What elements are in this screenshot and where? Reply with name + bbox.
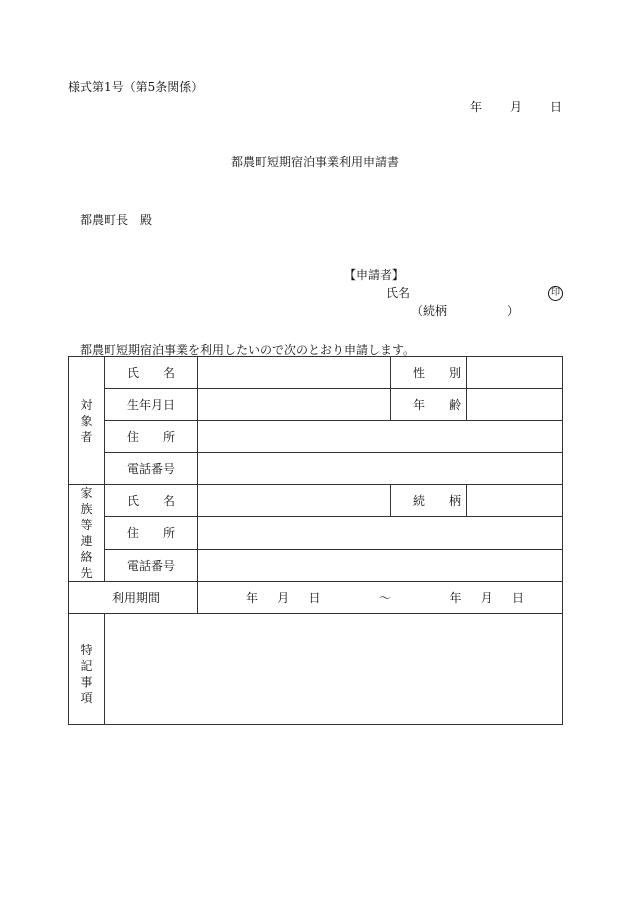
subject-birthdate-label: 生年月日 [105, 389, 198, 421]
subject-gender-label: 性 別 [391, 357, 467, 389]
intro-text: 都農町短期宿泊事業を利用したいので次のとおり申請します。 [80, 343, 416, 357]
subject-name-label: 氏 名 [105, 357, 198, 389]
application-table [68, 356, 563, 725]
period-year-end: 年 [449, 591, 462, 605]
family-address-field[interactable] [198, 517, 563, 549]
subject-birthdate-field[interactable] [198, 389, 391, 421]
family-relation-field[interactable] [467, 485, 563, 517]
table-row [69, 453, 563, 485]
table-row [69, 614, 563, 725]
document-title: 都農町短期宿泊事業利用申請書 [230, 155, 399, 169]
applicant-relation-close: ） [507, 304, 520, 318]
subject-group-label: 対 象 者 [69, 357, 105, 485]
period-day-start: 日 [308, 591, 321, 605]
table-row [69, 389, 563, 421]
period-month-start: 月 [277, 591, 290, 605]
table-row [69, 549, 563, 581]
form-number: 様式第1号（第5条関係） [68, 80, 204, 94]
table-row [69, 517, 563, 549]
notes-field[interactable] [105, 614, 563, 725]
applicant-heading: 【申請者】 [344, 268, 405, 282]
family-address-label: 住 所 [105, 517, 198, 549]
period-year-start: 年 [246, 591, 259, 605]
family-group-label: 家 族 等 連 絡 先 [69, 485, 105, 582]
table-row [69, 357, 563, 389]
notes-group-label: 特 記 事 項 [69, 614, 105, 725]
subject-address-field[interactable] [198, 421, 563, 453]
family-phone-field[interactable] [198, 549, 563, 581]
date-year-label: 年 [470, 100, 483, 114]
subject-gender-field[interactable] [467, 357, 563, 389]
table-row [69, 485, 563, 517]
period-day-end: 日 [511, 591, 524, 605]
table-row [69, 421, 563, 453]
table-row [69, 582, 563, 614]
family-relation-label: 続 柄 [391, 485, 467, 517]
date-day-label: 日 [549, 100, 562, 114]
period-tilde: ～ [378, 591, 391, 605]
date-month-label: 月 [509, 100, 522, 114]
applicant-name-label: 氏名 [386, 286, 411, 300]
addressee: 都農町長 殿 [80, 213, 153, 227]
seal-mark: 印 [548, 286, 563, 301]
period-field[interactable] [198, 582, 563, 614]
applicant-relation-label: （続柄 [411, 304, 448, 318]
period-label: 利用期間 [69, 582, 198, 614]
subject-age-label: 年 齢 [391, 389, 467, 421]
family-phone-label: 電話番号 [105, 549, 198, 581]
period-month-end: 月 [480, 591, 493, 605]
date-line [470, 100, 562, 114]
subject-address-label: 住 所 [105, 421, 198, 453]
subject-age-field[interactable] [467, 389, 563, 421]
subject-phone-label: 電話番号 [105, 453, 198, 485]
family-name-field[interactable] [198, 485, 391, 517]
subject-name-field[interactable] [198, 357, 391, 389]
subject-phone-field[interactable] [198, 453, 563, 485]
family-name-label: 氏 名 [105, 485, 198, 517]
